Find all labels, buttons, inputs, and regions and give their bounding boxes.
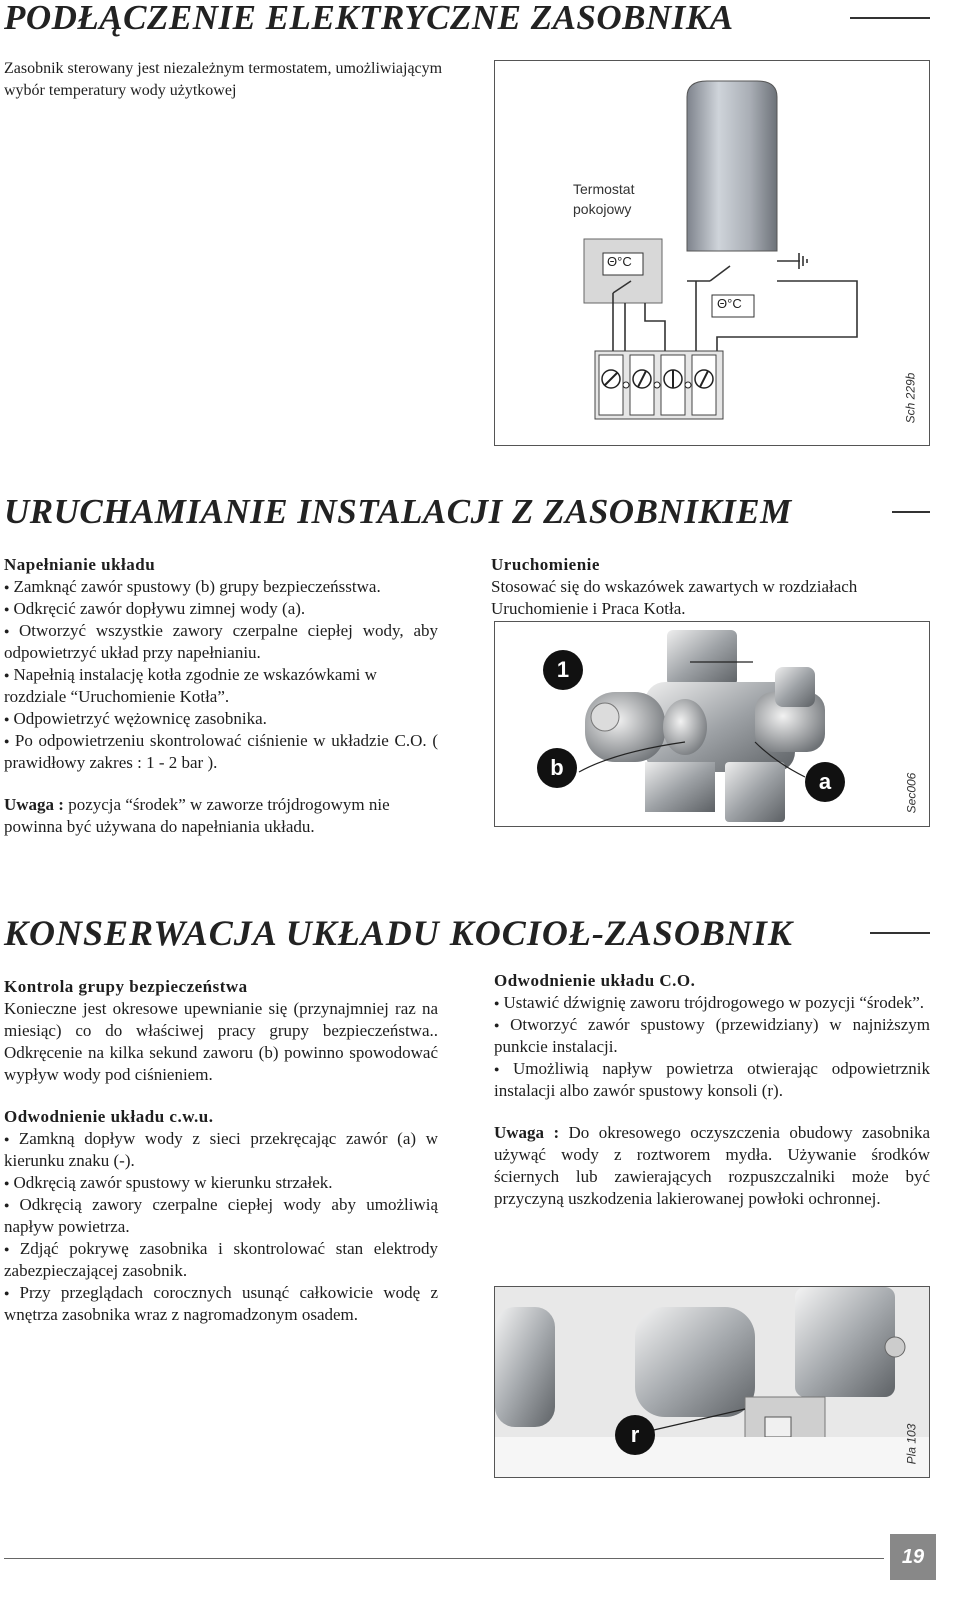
valve-photo (494, 621, 930, 827)
startup-text: Stosować się do wskazówek zawartych w rozdziałach Uruchomienie i Praca Kotła. (491, 577, 858, 618)
dhw-drain-step-2: ● Odkręcią zawór spustowy w kierunku strzałek. (4, 1172, 438, 1194)
startup-heading: Uruchomienie (491, 555, 600, 574)
dhw-drain-step-1: ● Zamkną dopływ wody z sieci przekręcając zawór (a) w kierunku znaku (-). (4, 1128, 438, 1172)
filling-step-2: ● Odkręcić zawór dopływu zimnej wody (a). (4, 598, 438, 620)
drain-valve-photo (494, 1286, 930, 1478)
section3-left-column (4, 976, 438, 1326)
section1-intro: Zasobnik sterowany jest niezależnym termostatem, umożliwiającym wybór temperatury wody użytkowej (4, 60, 443, 99)
section2-title: URUCHAMIANIE INSTALACJI Z ZASOBNIKIEM (4, 492, 792, 531)
thermostat-symbol-1: Θ°C (607, 254, 632, 269)
ch-drain-step-2: ● Otworzyć zawór spustowy (przewidziany) w najniższym punkcie instalacji. (494, 1014, 930, 1058)
room-thermostat-label: Termostat pokojowy (573, 181, 635, 217)
wiring-diagram (494, 60, 930, 446)
safety-group-heading: Kontrola grupy bezpieczeństwa (4, 977, 248, 996)
filling-heading: Napełnianie układu (4, 555, 156, 574)
page-number: 19 (890, 1534, 936, 1580)
photo-code: Pla 103 (904, 1423, 919, 1465)
note-label: Uwaga : (494, 1123, 560, 1142)
filling-step-5: ● Odpowietrzyć wężownicę zasobnika. (4, 708, 438, 730)
section1-title: PODŁĄCZENIE ELEKTRYCZNE ZASOBNIKA (4, 0, 734, 37)
dhw-drain-step-3: ● Odkręcią zawory czerpalne ciepłej wody aby umożliwią napływ powietrza. (4, 1194, 438, 1238)
ch-drain-step-3: ● Umożliwią napływ powietrza otwierając odpowietrznik instalacji albo zawór spustowy konsoli (r). (494, 1058, 930, 1102)
section2-left-column (4, 554, 438, 838)
dhw-drain-step-4: ● Zdjąć pokrywę zasobnika i skontrolować stan elektrody zabezpieczającej zasobnik. (4, 1238, 438, 1282)
filling-step-1: ● Zamknąć zawór spustowy (b) grupy bezpieczeńsstwa. (4, 576, 438, 598)
callout-b: b (537, 748, 577, 788)
footer-rule (4, 1558, 884, 1559)
diagram-code: Sch 229b (903, 372, 918, 424)
thermostat-symbol-2: Θ°C (717, 296, 742, 311)
filling-step-3: ● Otworzyć wszystkie zawory czerpalne ciepłej wody, aby odpowietrzyć układ przy napełnianiu. (4, 620, 438, 664)
note-label: Uwaga : (4, 795, 64, 814)
section3-right-column (494, 970, 930, 1210)
theta-icon: Θ (607, 254, 618, 269)
drain-valve-photo-svg (495, 1287, 929, 1477)
filling-step-4: ● Napełnią instalację kotła zgodnie ze wskazówkami w rozdziale “Uruchomienie Kotła”. (4, 664, 438, 708)
filling-note (4, 794, 438, 838)
wiring-diagram-svg (495, 61, 929, 445)
ch-drain-step-1: ● Ustawić dźwignię zaworu trójdrogowego w pozycji “środek”. (494, 992, 930, 1014)
section1-title-rule (850, 17, 930, 19)
photo-code: Sec006 (904, 772, 919, 814)
section2-title-rule (892, 511, 930, 513)
dhw-drain-heading: Odwodnienie układu c.w.u. (4, 1107, 214, 1126)
safety-group-text: Konieczne jest okresowe upewnianie się (przynajmniej raz na miesiąc) co do właściwej pracy grupy bezpieczeństwa.. Odkręcenie na kilka sekund zaworu (b) powinno spowodować wypływ wody pod ciśnieniem. (4, 999, 438, 1084)
dhw-drain-step-5: ● Przy przeglądach corocznych usunąć całkowicie wodę z wnętrza zasobnika wraz z nagromadzonym osadem. (4, 1282, 438, 1326)
filling-step-6: ● Po odpowietrzeniu skontrolować ciśnienie w układzie C.O. ( prawidłowy zakres : 1 - 2 bar ). (4, 730, 438, 774)
maintenance-note (494, 1122, 930, 1210)
note-text: Do okresowego oczyszczenia obudowy zasobnika używąć wody z roztworem mydła. Używanie środków ściernych lub zawierających rozpuszczalniki może być przyczyną uszkodzenia lakierowanej powłoki ochronnej. (494, 1123, 930, 1208)
terminal-block (595, 351, 723, 419)
callout-1: 1 (543, 650, 583, 690)
section3-title: KONSERWACJA UKŁADU KOCIOŁ-ZASOBNIK (4, 913, 793, 953)
callout-a: a (805, 762, 845, 802)
section2-right-column (491, 554, 931, 620)
tank-shape (687, 81, 777, 251)
ch-drain-heading: Odwodnienie układu C.O. (494, 971, 696, 990)
note-text: pozycja “środek” w zaworze trójdrogowym nie powinna być używana do napełniania układu. (4, 795, 390, 836)
callout-r: r (615, 1415, 655, 1455)
theta-icon: Θ (717, 296, 728, 311)
section3-title-rule (870, 932, 930, 934)
